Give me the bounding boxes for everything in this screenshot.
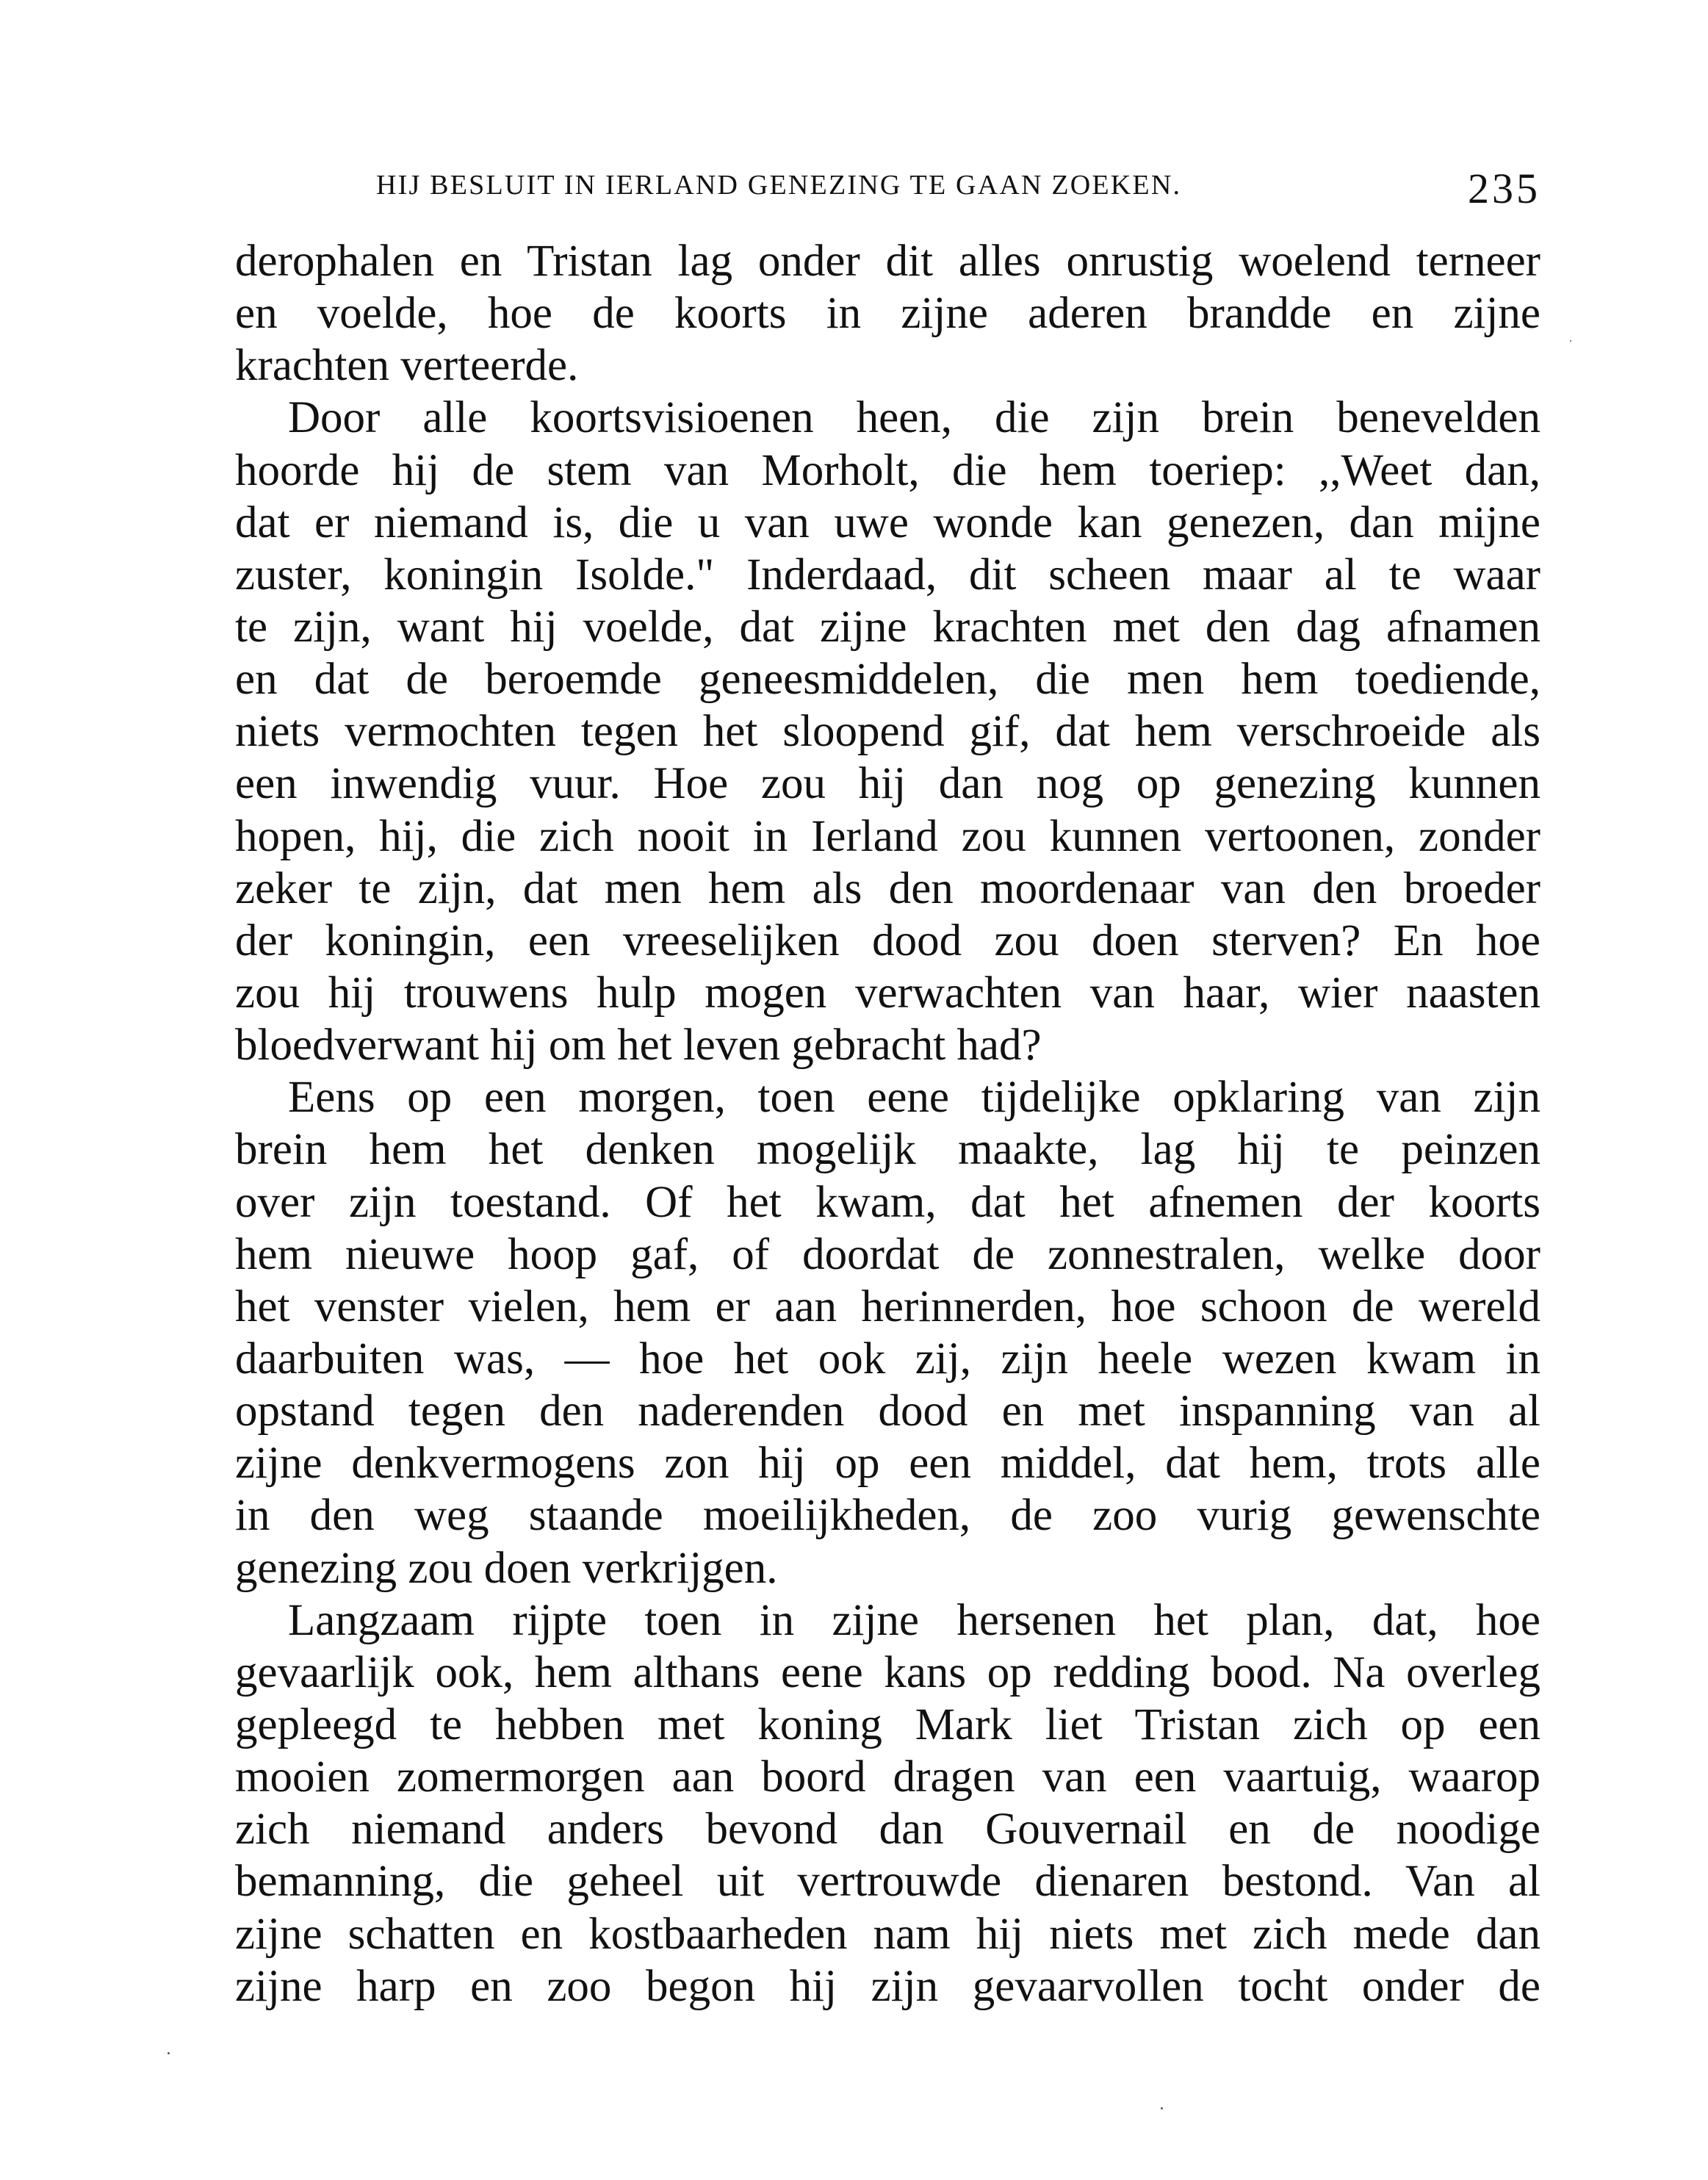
scan-speck — [1161, 2107, 1163, 2109]
text-line: zijne denkvermogens zon hij op een middel, dat hem, trots alle — [235, 1439, 1541, 1489]
text-line: zuster, koningin Isolde." Inderdaad, dit scheen maar al te waar — [235, 550, 1541, 600]
text-line: bloedverwant hij om het leven gebracht had? — [235, 1021, 1042, 1071]
text-line: het venster vielen, hem er aan herinnerden, hoe schoon de wereld — [235, 1281, 1541, 1331]
text-line: zou hij trouwens hulp mogen verwachten van haar, wier naasten — [235, 968, 1541, 1018]
text-line: Eens op een morgen, toen eene tijdelijke opklaring van zijn — [288, 1073, 1541, 1123]
text-line: mooien zomermorgen aan boord dragen van een vaartuig, waarop — [235, 1752, 1541, 1802]
text-line: en voelde, hoe de koorts in zijne aderen brandde en zijne — [235, 289, 1541, 339]
page-number: 235 — [1468, 165, 1541, 212]
body-text — [235, 235, 1541, 2012]
scan-speck — [167, 2052, 170, 2054]
text-line: Langzaam rijpte toen in zijne hersenen het plan, dat, hoe — [288, 1595, 1541, 1645]
text-line: gevaarlijk ook, hem althans eene kans op redding bood. Na overleg — [235, 1647, 1541, 1697]
text-line: opstand tegen den naderenden dood en met inspanning van al — [235, 1386, 1541, 1436]
text-line: Door alle koortsvisioenen heen, die zijn brein benevelden — [288, 393, 1541, 443]
text-line: hem nieuwe hoop gaf, of doordat de zonnestralen, welke door — [235, 1229, 1541, 1279]
text-line: zeker te zijn, dat men hem als den moordenaar van den broeder — [235, 863, 1541, 913]
text-line: krachten verteerde. — [235, 341, 579, 391]
text-line: hoorde hij de stem van Morholt, die hem toeriep: ,,Weet dan, — [235, 445, 1541, 495]
text-line: en dat de beroemde geneesmiddelen, die men hem toediende, — [235, 655, 1541, 705]
text-line: te zijn, want hij voelde, dat zijne krachten met den dag afnamen — [235, 602, 1541, 652]
text-line: zijne schatten en kostbaarheden nam hij niets met zich mede dan — [235, 1909, 1541, 1959]
text-line: bemanning, die geheel uit vertrouwde dienaren bestond. Van al — [235, 1857, 1541, 1907]
text-line: gepleegd te hebben met koning Mark liet Tristan zich op een — [235, 1699, 1541, 1749]
text-line: in den weg staande moeilijkheden, de zoo vurig gewenschte — [235, 1491, 1541, 1541]
text-line: derophalen en Tristan lag onder dit alles onrustig woelend terneer — [235, 237, 1541, 286]
text-line: brein hem het denken mogelijk maakte, lag hij te peinzen — [235, 1125, 1541, 1175]
scan-speck — [1570, 340, 1571, 342]
text-line: hopen, hij, die zich nooit in Ierland zou kunnen vertoonen, zonder — [235, 811, 1541, 861]
text-line: niets vermochten tegen het sloopend gif, dat hem verschroeide als — [235, 707, 1541, 757]
text-line: dat er niemand is, die u van uwe wonde kan genezen, dan mijne — [235, 497, 1541, 547]
text-line: daarbuiten was, — hoe het ook zij, zijn heele wezen kwam in — [235, 1334, 1541, 1384]
text-line: zijne harp en zoo begon hij zijn gevaarvollen tocht onder de — [235, 1961, 1541, 2011]
text-line: over zijn toestand. Of het kwam, dat het afnemen der koorts — [235, 1177, 1541, 1227]
text-line: genezing zou doen verkrijgen. — [235, 1543, 778, 1593]
text-line: der koningin, een vreeselijken dood zou doen sterven? En hoe — [235, 915, 1541, 965]
text-line: een inwendig vuur. Hoe zou hij dan nog op genezing kunnen — [235, 759, 1541, 809]
text-line: zich niemand anders bevond dan Gouvernail en de noodige — [235, 1805, 1541, 1855]
running-head: HIJ BESLUIT IN IERLAND GENEZING TE GAAN ZOEKEN. — [376, 170, 1182, 201]
